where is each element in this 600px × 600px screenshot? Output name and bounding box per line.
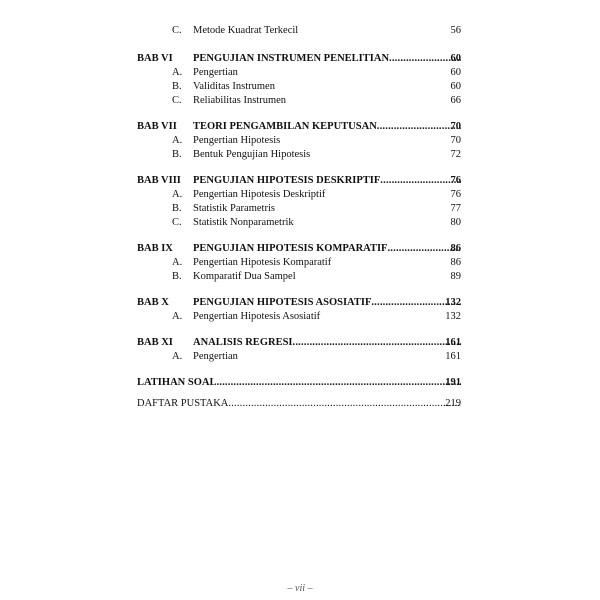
toc-entry [0,202,600,216]
entry-letter: B. [172,81,182,92]
dot-leader [228,397,461,411]
toc-section [0,397,600,411]
entry-letter: C. [172,95,182,106]
toc-chapter [0,174,600,188]
entry-title: Komparatif Dua Sampel [193,271,296,282]
entry-page: 77 [450,203,461,214]
dot-leader [216,376,461,390]
entry-title: Pengertian [193,67,238,78]
entry-title: Statistik Parametris [193,203,275,214]
chapter-title: PENGUJIAN INSTRUMEN PENELITIAN [193,53,390,64]
entry-title: Pengertian Hipotesis Asosiatif [193,311,321,322]
toc-entry [0,256,600,270]
chapter-title: TEORI PENGAMBILAN KEPUTUSAN [193,121,377,132]
chapter-page: 132 [445,297,461,308]
chapter-title: ANALISIS REGRESI [193,337,293,348]
toc-entry [0,134,600,148]
toc-chapter [0,242,600,256]
section-page: 219 [445,398,461,409]
toc-chapter [0,120,600,134]
section-title: LATIHAN SOAL [137,377,217,388]
entry-page: 56 [450,25,461,36]
entry-page: 60 [450,81,461,92]
section-page: 191 [445,377,461,388]
toc-entry [0,80,600,94]
toc-entry [0,216,600,230]
entry-page: 60 [450,67,461,78]
entry-letter: C. [172,217,182,228]
toc-entry [0,66,600,80]
chapter-label: BAB VII [137,121,177,132]
entry-page: 70 [450,135,461,146]
entry-letter: A. [172,351,183,362]
entry-letter: B. [172,149,182,160]
toc-entry [0,270,600,284]
chapter-title: PENGUJIAN HIPOTESIS ASOSIATIF [193,297,372,308]
dot-leader [377,120,461,134]
entry-page: 72 [450,149,461,160]
entry-letter: A. [172,67,183,78]
entry-letter: A. [172,257,183,268]
entry-title: Pengertian [193,351,238,362]
toc-entry [0,24,600,38]
chapter-page: 70 [450,121,461,132]
entry-title: Validitas Instrumen [193,81,275,92]
toc-entry [0,148,600,162]
page-number-footer: – vii – [287,583,313,594]
entry-title: Bentuk Pengujian Hipotesis [193,149,311,160]
toc-entry [0,94,600,108]
entry-page: 86 [450,257,461,268]
chapter-label: BAB IX [137,243,173,254]
entry-title: Pengertian Hipotesis Deskriptif [193,189,326,200]
entry-page: 161 [445,351,461,362]
chapter-page: 60 [450,53,461,64]
entry-title: Metode Kuadrat Terkecil [193,25,299,36]
dot-leader [380,174,461,188]
entry-title: Reliabilitas Instrumen [193,95,287,106]
chapter-title: PENGUJIAN HIPOTESIS DESKRIPTIF [193,175,381,186]
chapter-title: PENGUJIAN HIPOTESIS KOMPARATIF [193,243,388,254]
entry-title: Statistik Nonparametrik [193,217,294,228]
entry-page: 66 [450,95,461,106]
entry-letter: C. [172,25,182,36]
chapter-label: BAB VIII [137,175,181,186]
chapter-page: 76 [450,175,461,186]
entry-letter: A. [172,189,183,200]
entry-page: 89 [450,271,461,282]
chapter-label: BAB VI [137,53,173,64]
toc-chapter [0,336,600,350]
entry-title: Pengertian Hipotesis [193,135,281,146]
chapter-label: BAB XI [137,337,173,348]
entry-title: Pengertian Hipotesis Komparatif [193,257,332,268]
toc-entry [0,350,600,364]
section-title: DAFTAR PUSTAKA [137,398,229,409]
toc-section [0,376,600,390]
entry-page: 80 [450,217,461,228]
toc-entry [0,310,600,324]
entry-letter: A. [172,311,183,322]
toc-entry [0,188,600,202]
toc-chapter [0,52,600,66]
entry-letter: A. [172,135,183,146]
chapter-label: BAB X [137,297,169,308]
chapter-page: 86 [450,243,461,254]
toc-chapter [0,296,600,310]
entry-page: 76 [450,189,461,200]
chapter-page: 161 [445,337,461,348]
entry-letter: B. [172,271,182,282]
entry-letter: B. [172,203,182,214]
entry-page: 132 [445,311,461,322]
dot-leader [293,336,462,350]
